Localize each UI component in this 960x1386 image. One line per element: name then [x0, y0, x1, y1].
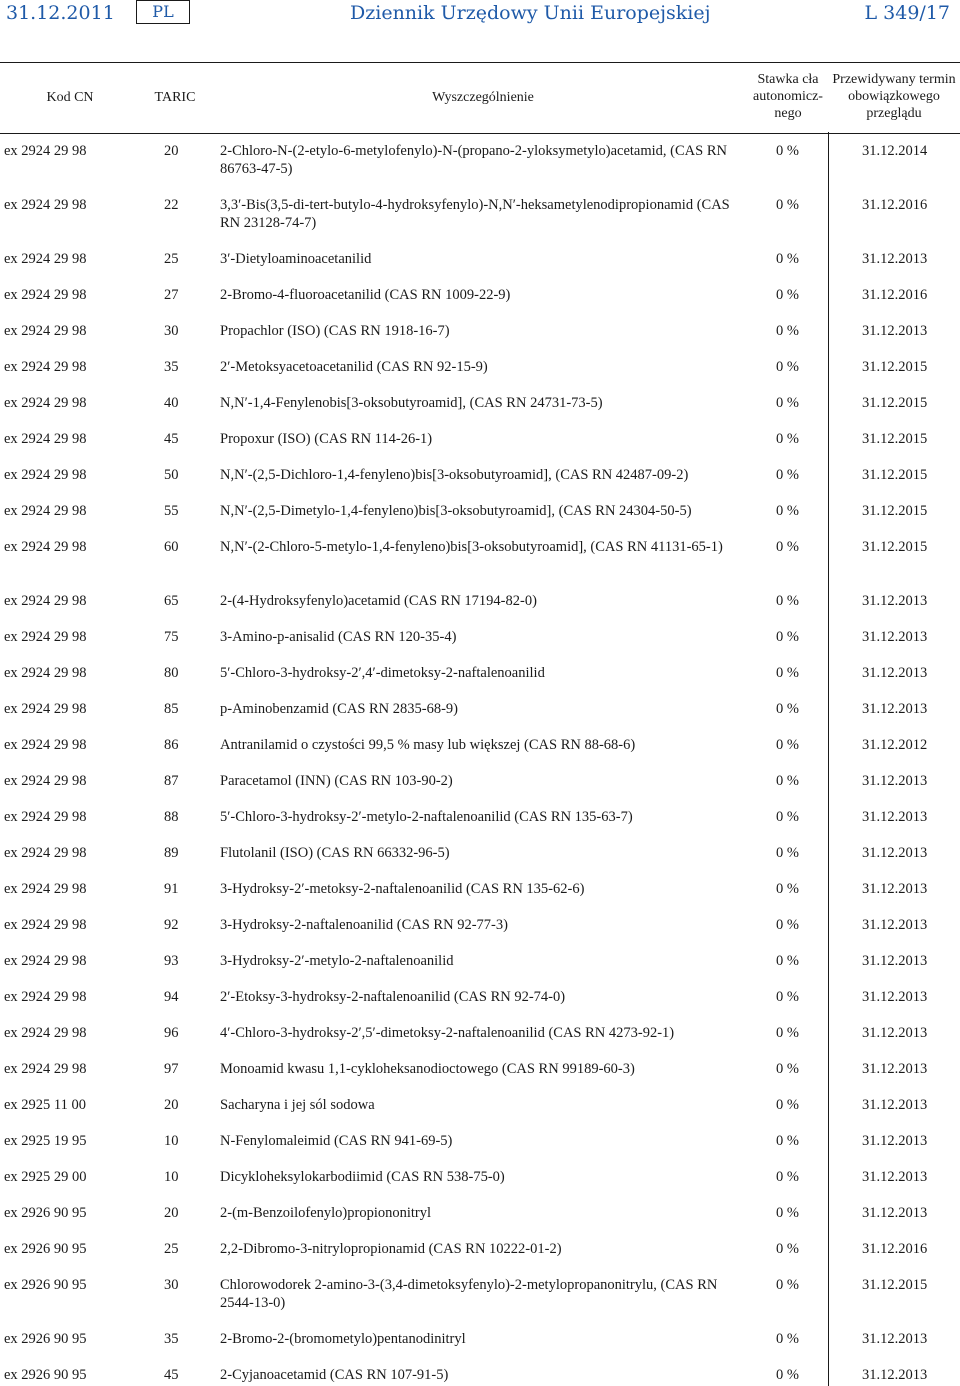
- description: Flutolanil (ISO) (CAS RN 66332-96-5): [220, 845, 450, 861]
- review-date: 31.12.2013: [862, 1205, 928, 1221]
- taric-code: 65: [164, 593, 179, 609]
- duty-rate: 0 %: [776, 359, 799, 375]
- description: Propoxur (ISO) (CAS RN 114-26-1): [220, 431, 433, 447]
- taric-code: 35: [164, 359, 179, 375]
- taric-code: 35: [164, 1331, 179, 1347]
- cn-code: ex 2924 29 98: [4, 539, 87, 555]
- taric-code: 93: [164, 953, 179, 969]
- taric-code: 80: [164, 665, 179, 681]
- review-date: 31.12.2016: [862, 197, 928, 213]
- description: 2-Bromo-4-fluoroacetanilid (CAS RN 1009-22-9): [220, 287, 511, 303]
- review-date: 31.12.2013: [862, 953, 928, 969]
- description: 2-Chloro-N-(2-etylo-6-metylofenylo)-N-(propano-2-yloksymetylo)acetamid, (CAS RN 86763-47-5): [220, 143, 727, 177]
- review-date: 31.12.2013: [862, 251, 928, 267]
- duty-rate: 0 %: [776, 665, 799, 681]
- column-header-description: Wyszczególnienie: [432, 90, 534, 105]
- duty-rate: 0 %: [776, 467, 799, 483]
- description: Monoamid kwasu 1,1-cykloheksanodioctowego (CAS RN 99189-60-3): [220, 1061, 635, 1077]
- duty-rate: 0 %: [776, 593, 799, 609]
- description: Paracetamol (INN) (CAS RN 103-90-2): [220, 773, 453, 789]
- cn-code: ex 2924 29 98: [4, 917, 87, 933]
- description: Sacharyna i jej sól sodowa: [220, 1097, 375, 1113]
- review-date: 31.12.2013: [862, 1133, 928, 1149]
- taric-code: 25: [164, 251, 179, 267]
- duty-rate: 0 %: [776, 953, 799, 969]
- duty-rate: 0 %: [776, 251, 799, 267]
- review-date: 31.12.2013: [862, 323, 928, 339]
- duty-rate: 0 %: [776, 1277, 799, 1293]
- review-date: 31.12.2013: [862, 773, 928, 789]
- review-date: 31.12.2012: [862, 737, 928, 753]
- duty-rate: 0 %: [776, 1241, 799, 1257]
- publication-date: 31.12.2011: [6, 2, 115, 24]
- taric-code: 60: [164, 539, 179, 555]
- duty-rate: 0 %: [776, 1133, 799, 1149]
- description: 5′-Chloro-3-hydroksy-2′,4′-dimetoksy-2-naftalenoanilid: [220, 665, 545, 681]
- cn-code: ex 2924 29 98: [4, 1025, 87, 1041]
- review-date: 31.12.2013: [862, 845, 928, 861]
- taric-code: 27: [164, 287, 179, 303]
- taric-code: 94: [164, 989, 179, 1005]
- description: 3-Amino-p-anisalid (CAS RN 120-35-4): [220, 629, 457, 645]
- taric-code: 88: [164, 809, 179, 825]
- review-date: 31.12.2013: [862, 989, 928, 1005]
- cn-code: ex 2926 90 95: [4, 1205, 87, 1221]
- taric-code: 30: [164, 1277, 179, 1293]
- review-date: 31.12.2016: [862, 1241, 928, 1257]
- cn-code: ex 2926 90 95: [4, 1331, 87, 1347]
- table-header: [0, 62, 960, 134]
- taric-code: 10: [164, 1133, 179, 1149]
- cn-code: ex 2924 29 98: [4, 467, 87, 483]
- review-date: 31.12.2015: [862, 467, 928, 483]
- description: N-Fenylomaleimid (CAS RN 941-69-5): [220, 1133, 453, 1149]
- taric-code: 91: [164, 881, 179, 897]
- taric-code: 20: [164, 1205, 179, 1221]
- taric-code: 45: [164, 1367, 179, 1383]
- cn-code: ex 2924 29 98: [4, 845, 87, 861]
- taric-code: 96: [164, 1025, 179, 1041]
- description: Propachlor (ISO) (CAS RN 1918-16-7): [220, 323, 450, 339]
- description: 2′-Metoksyacetoacetanilid (CAS RN 92-15-9): [220, 359, 488, 375]
- duty-rate: 0 %: [776, 809, 799, 825]
- duty-rate: 0 %: [776, 1169, 799, 1185]
- duty-rate: 0 %: [776, 1331, 799, 1347]
- cn-code: ex 2924 29 98: [4, 197, 87, 213]
- duty-rate: 0 %: [776, 431, 799, 447]
- cn-code: ex 2924 29 98: [4, 251, 87, 267]
- duty-rate: 0 %: [776, 629, 799, 645]
- description: 2-(m-Benzoilofenylo)propiononitryl: [220, 1205, 432, 1221]
- description: 3′-Dietyloaminoacetanilid: [220, 251, 372, 267]
- taric-code: 92: [164, 917, 179, 933]
- taric-code: 20: [164, 1097, 179, 1113]
- description: 2,2-Dibromo-3-nitrylopropionamid (CAS RN 10222-01-2): [220, 1241, 562, 1257]
- review-date: 31.12.2013: [862, 881, 928, 897]
- description: 2-Bromo-2-(bromometylo)pentanodinitryl: [220, 1331, 466, 1347]
- taric-code: 86: [164, 737, 179, 753]
- description: 3-Hydroksy-2′-metoksy-2-naftalenoanilid (CAS RN 135-62-6): [220, 881, 585, 897]
- description: p-Aminobenzamid (CAS RN 2835-68-9): [220, 701, 459, 717]
- cn-code: ex 2924 29 98: [4, 701, 87, 717]
- duty-rate: 0 %: [776, 917, 799, 933]
- cn-code: ex 2924 29 98: [4, 881, 87, 897]
- taric-code: 25: [164, 1241, 179, 1257]
- cn-code: ex 2924 29 98: [4, 1061, 87, 1077]
- cn-code: ex 2924 29 98: [4, 287, 87, 303]
- duty-rate: 0 %: [776, 737, 799, 753]
- cn-code: ex 2924 29 98: [4, 989, 87, 1005]
- taric-code: 87: [164, 773, 179, 789]
- taric-code: 45: [164, 431, 179, 447]
- language-box: PL: [136, 0, 190, 24]
- cn-code: ex 2924 29 98: [4, 431, 87, 447]
- cn-code: ex 2924 29 98: [4, 629, 87, 645]
- column-header-taric: TARIC: [154, 90, 196, 105]
- cn-code: ex 2926 90 95: [4, 1367, 87, 1383]
- review-date: 31.12.2015: [862, 395, 928, 411]
- column-header-review-date: Przewidywany termin obowiązkowego przeglądu: [832, 72, 956, 121]
- review-date: 31.12.2016: [862, 287, 928, 303]
- description: N,N′-(2,5-Dichloro-1,4-fenyleno)bis[3-oksobutyroamid], (CAS RN 42487-09-2): [220, 467, 689, 483]
- cn-code: ex 2924 29 98: [4, 665, 87, 681]
- description: 3-Hydroksy-2′-metylo-2-naftalenoanilid: [220, 953, 454, 969]
- review-date: 31.12.2013: [862, 1169, 928, 1185]
- description: 2-Cyjanoacetamid (CAS RN 107-91-5): [220, 1367, 449, 1383]
- taric-code: 30: [164, 323, 179, 339]
- description: N,N′-(2-Chloro-5-metylo-1,4-fenyleno)bis[3-oksobutyroamid], (CAS RN 41131-65-1): [220, 539, 723, 555]
- review-date: 31.12.2013: [862, 629, 928, 645]
- review-date: 31.12.2013: [862, 1061, 928, 1077]
- cn-code: ex 2924 29 98: [4, 143, 87, 159]
- duty-rate: 0 %: [776, 1097, 799, 1113]
- description: 2-(4-Hydroksyfenylo)acetamid (CAS RN 17194-82-0): [220, 593, 537, 609]
- review-date: 31.12.2013: [862, 1367, 928, 1383]
- duty-rate: 0 %: [776, 845, 799, 861]
- review-date: 31.12.2013: [862, 1331, 928, 1347]
- cn-code: ex 2926 90 95: [4, 1241, 87, 1257]
- page-header: [0, 0, 960, 30]
- duty-rate: 0 %: [776, 323, 799, 339]
- duty-rate: 0 %: [776, 1061, 799, 1077]
- column-header-rate: Stawka cła autonomicz- nego: [753, 72, 823, 121]
- duty-rate: 0 %: [776, 701, 799, 717]
- review-date: 31.12.2015: [862, 431, 928, 447]
- description: Chlorowodorek 2-amino-3-(3,4-dimetoksyfenylo)-2-metylopropanonitrylu, (CAS RN 2544-13-0): [220, 1277, 718, 1311]
- page-reference: L 349/17: [864, 2, 950, 24]
- duty-rate: 0 %: [776, 287, 799, 303]
- cn-code: ex 2924 29 98: [4, 323, 87, 339]
- description: 5′-Chloro-3-hydroksy-2′-metylo-2-naftalenoanilid (CAS RN 135-63-7): [220, 809, 633, 825]
- column-divider: [828, 132, 829, 1386]
- duty-rate: 0 %: [776, 1205, 799, 1221]
- taric-code: 40: [164, 395, 179, 411]
- duty-rate: 0 %: [776, 143, 799, 159]
- cn-code: ex 2924 29 98: [4, 773, 87, 789]
- taric-code: 20: [164, 143, 179, 159]
- description: 3-Hydroksy-2-naftalenoanilid (CAS RN 92-77-3): [220, 917, 508, 933]
- description: N,N′-1,4-Fenylenobis[3-oksobutyroamid], (CAS RN 24731-73-5): [220, 395, 603, 411]
- review-date: 31.12.2013: [862, 917, 928, 933]
- review-date: 31.12.2013: [862, 665, 928, 681]
- duty-rate: 0 %: [776, 989, 799, 1005]
- cn-code: ex 2924 29 98: [4, 953, 87, 969]
- review-date: 31.12.2013: [862, 809, 928, 825]
- column-header-cn: Kod CN: [46, 90, 94, 105]
- description: Antranilamid o czystości 99,5 % masy lub większej (CAS RN 88-68-6): [220, 737, 636, 753]
- cn-code: ex 2924 29 98: [4, 359, 87, 375]
- cn-code: ex 2925 29 00: [4, 1169, 87, 1185]
- review-date: 31.12.2013: [862, 593, 928, 609]
- duty-rate: 0 %: [776, 395, 799, 411]
- taric-code: 22: [164, 197, 179, 213]
- journal-title: Dziennik Urzędowy Unii Europejskiej: [350, 2, 711, 24]
- taric-code: 55: [164, 503, 179, 519]
- cn-code: ex 2924 29 98: [4, 809, 87, 825]
- cn-code: ex 2924 29 98: [4, 737, 87, 753]
- taric-code: 97: [164, 1061, 179, 1077]
- cn-code: ex 2924 29 98: [4, 503, 87, 519]
- duty-rate: 0 %: [776, 881, 799, 897]
- review-date: 31.12.2015: [862, 359, 928, 375]
- duty-rate: 0 %: [776, 503, 799, 519]
- review-date: 31.12.2013: [862, 1025, 928, 1041]
- taric-code: 10: [164, 1169, 179, 1185]
- description: 3,3′-Bis(3,5-di-tert-butylo-4-hydroksyfenylo)-N,N′-heksametylenodipropionamid (CAS RN 23128-74-7): [220, 197, 730, 231]
- review-date: 31.12.2015: [862, 503, 928, 519]
- taric-code: 50: [164, 467, 179, 483]
- description: 4′-Chloro-3-hydroksy-2′,5′-dimetoksy-2-naftalenoanilid (CAS RN 4273-92-1): [220, 1025, 675, 1041]
- cn-code: ex 2926 90 95: [4, 1277, 87, 1293]
- review-date: 31.12.2013: [862, 701, 928, 717]
- taric-code: 89: [164, 845, 179, 861]
- review-date: 31.12.2013: [862, 1097, 928, 1113]
- taric-code: 85: [164, 701, 179, 717]
- duty-rate: 0 %: [776, 773, 799, 789]
- review-date: 31.12.2014: [862, 143, 928, 159]
- cn-code: ex 2925 11 00: [4, 1097, 87, 1113]
- description: Dicykloheksylokarbodiimid (CAS RN 538-75-0): [220, 1169, 505, 1185]
- duty-rate: 0 %: [776, 1367, 799, 1383]
- description: 2′-Etoksy-3-hydroksy-2-naftalenoanilid (CAS RN 92-74-0): [220, 989, 566, 1005]
- review-date: 31.12.2015: [862, 539, 928, 555]
- duty-rate: 0 %: [776, 1025, 799, 1041]
- cn-code: ex 2924 29 98: [4, 593, 87, 609]
- duty-rate: 0 %: [776, 197, 799, 213]
- description: N,N′-(2,5-Dimetylo-1,4-fenyleno)bis[3-oksobutyroamid], (CAS RN 24304-50-5): [220, 503, 692, 519]
- review-date: 31.12.2015: [862, 1277, 928, 1293]
- cn-code: ex 2924 29 98: [4, 395, 87, 411]
- cn-code: ex 2925 19 95: [4, 1133, 87, 1149]
- duty-rate: 0 %: [776, 539, 799, 555]
- taric-code: 75: [164, 629, 179, 645]
